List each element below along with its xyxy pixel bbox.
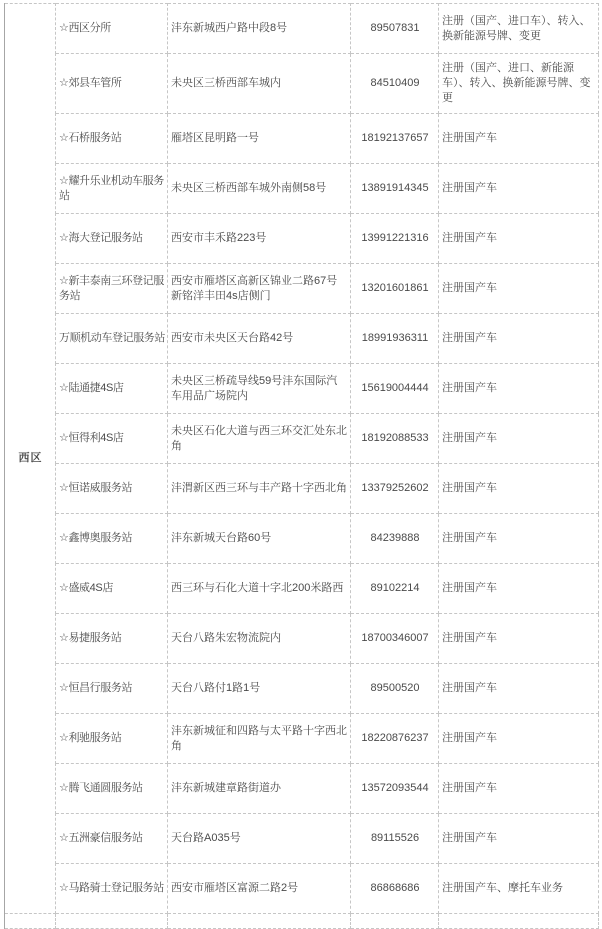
station-name-cell: ☆鑫博奥服务站 xyxy=(56,514,168,564)
services-cell: 注册国产车 xyxy=(439,514,599,564)
station-row xyxy=(5,614,599,664)
station-row xyxy=(5,864,599,914)
services-cell: 注册国产车 xyxy=(439,564,599,614)
services-cell: 注册国产车 xyxy=(439,464,599,514)
phone-cell: 15619004444 xyxy=(351,364,439,414)
station-row xyxy=(5,54,599,114)
phone-cell: 18991936311 xyxy=(351,314,439,364)
station-name-cell: ☆陆通捷4S店 xyxy=(56,364,168,414)
phone-cell: 89115526 xyxy=(351,814,439,864)
station-name-cell: ☆马路骑士登记服务站 xyxy=(56,864,168,914)
clipped-empty-cell xyxy=(351,914,439,929)
services-cell: 注册国产车、摩托车业务 xyxy=(439,864,599,914)
station-row xyxy=(5,264,599,314)
station-name-cell: ☆郊县车管所 xyxy=(56,54,168,114)
station-row xyxy=(5,164,599,214)
stations-table xyxy=(4,3,599,929)
station-name-cell: ☆恒诺威服务站 xyxy=(56,464,168,514)
station-name-cell: ☆新丰泰南三环登记服务站 xyxy=(56,264,168,314)
stations-table-wrap xyxy=(4,3,598,929)
station-name-cell: ☆恒得利4S店 xyxy=(56,414,168,464)
clipped-empty-cell xyxy=(439,914,599,929)
services-cell: 注册国产车 xyxy=(439,364,599,414)
station-name-cell: ☆五洲豪信服务站 xyxy=(56,814,168,864)
phone-cell: 13572093544 xyxy=(351,764,439,814)
services-cell: 注册国产车 xyxy=(439,214,599,264)
clipped-next-row xyxy=(5,914,599,929)
address-cell: 天台八路朱宏物流院内 xyxy=(168,614,351,664)
address-cell: 西安市未央区天台路42号 xyxy=(168,314,351,364)
services-cell: 注册国产车 xyxy=(439,764,599,814)
address-cell: 沣东新城征和四路与太平路十字西北角 xyxy=(168,714,351,764)
station-name-cell: ☆海大登记服务站 xyxy=(56,214,168,264)
address-cell: 天台路A035号 xyxy=(168,814,351,864)
station-row xyxy=(5,464,599,514)
services-cell: 注册国产车 xyxy=(439,264,599,314)
services-cell: 注册国产车 xyxy=(439,814,599,864)
phone-cell: 18192088533 xyxy=(351,414,439,464)
clipped-empty-cell xyxy=(5,914,56,929)
station-row xyxy=(5,414,599,464)
phone-cell: 89507831 xyxy=(351,4,439,54)
stations-table-body xyxy=(5,4,599,929)
phone-cell: 84510409 xyxy=(351,54,439,114)
station-name-cell: ☆腾飞通圆服务站 xyxy=(56,764,168,814)
station-row xyxy=(5,664,599,714)
station-name-cell: ☆盛威4S店 xyxy=(56,564,168,614)
station-row xyxy=(5,314,599,364)
address-cell: 沣东新城建章路街道办 xyxy=(168,764,351,814)
district-label: 西区 xyxy=(5,4,56,914)
address-cell: 未央区三桥疏导线59号沣东国际汽车用品广场院内 xyxy=(168,364,351,414)
phone-cell: 13991221316 xyxy=(351,214,439,264)
address-cell: 未央区石化大道与西三环交汇处东北角 xyxy=(168,414,351,464)
station-name-cell: ☆利驰服务站 xyxy=(56,714,168,764)
phone-cell: 18700346007 xyxy=(351,614,439,664)
station-row xyxy=(5,4,599,54)
services-cell: 注册国产车 xyxy=(439,414,599,464)
phone-cell: 13891914345 xyxy=(351,164,439,214)
address-cell: 西安市雁塔区高新区锦业二路67号新铭洋丰田4s店侧门 xyxy=(168,264,351,314)
station-name-cell: 万顺机动车登记服务站 xyxy=(56,314,168,364)
station-row xyxy=(5,564,599,614)
address-cell: 西安市雁塔区富源二路2号 xyxy=(168,864,351,914)
services-cell: 注册国产车 xyxy=(439,314,599,364)
clipped-empty-cell xyxy=(168,914,351,929)
station-name-cell: ☆恒昌行服务站 xyxy=(56,664,168,714)
station-row xyxy=(5,114,599,164)
phone-cell: 13379252602 xyxy=(351,464,439,514)
services-cell: 注册（国产、进口车）、转入、换新能源号牌、变更 xyxy=(439,4,599,54)
address-cell: 西安市丰禾路223号 xyxy=(168,214,351,264)
station-row xyxy=(5,764,599,814)
station-row xyxy=(5,714,599,764)
services-cell: 注册国产车 xyxy=(439,114,599,164)
station-row xyxy=(5,514,599,564)
address-cell: 西三环与石化大道十字北200米路西 xyxy=(168,564,351,614)
phone-cell: 89500520 xyxy=(351,664,439,714)
services-cell: 注册国产车 xyxy=(439,164,599,214)
station-row xyxy=(5,214,599,264)
services-cell: 注册国产车 xyxy=(439,664,599,714)
phone-cell: 84239888 xyxy=(351,514,439,564)
station-row xyxy=(5,814,599,864)
phone-cell: 86868686 xyxy=(351,864,439,914)
station-name-cell: ☆西区分所 xyxy=(56,4,168,54)
phone-cell: 89102214 xyxy=(351,564,439,614)
station-row xyxy=(5,364,599,414)
phone-cell: 18220876237 xyxy=(351,714,439,764)
station-name-cell: ☆耀升乐业机动车服务站 xyxy=(56,164,168,214)
address-cell: 雁塔区昆明路一号 xyxy=(168,114,351,164)
address-cell: 沣东新城西户路中段8号 xyxy=(168,4,351,54)
clipped-empty-cell xyxy=(56,914,168,929)
services-cell: 注册国产车 xyxy=(439,614,599,664)
phone-cell: 18192137657 xyxy=(351,114,439,164)
services-cell: 注册（国产、进口、新能源车）、转入、换新能源号牌、变更 xyxy=(439,54,599,114)
station-name-cell: ☆石桥服务站 xyxy=(56,114,168,164)
address-cell: 未央区三桥西部车城外南侧58号 xyxy=(168,164,351,214)
address-cell: 沣东新城天台路60号 xyxy=(168,514,351,564)
phone-cell: 13201601861 xyxy=(351,264,439,314)
address-cell: 沣渭新区西三环与丰产路十字西北角 xyxy=(168,464,351,514)
station-name-cell: ☆易捷服务站 xyxy=(56,614,168,664)
address-cell: 未央区三桥西部车城内 xyxy=(168,54,351,114)
services-cell: 注册国产车 xyxy=(439,714,599,764)
address-cell: 天台八路付1路1号 xyxy=(168,664,351,714)
